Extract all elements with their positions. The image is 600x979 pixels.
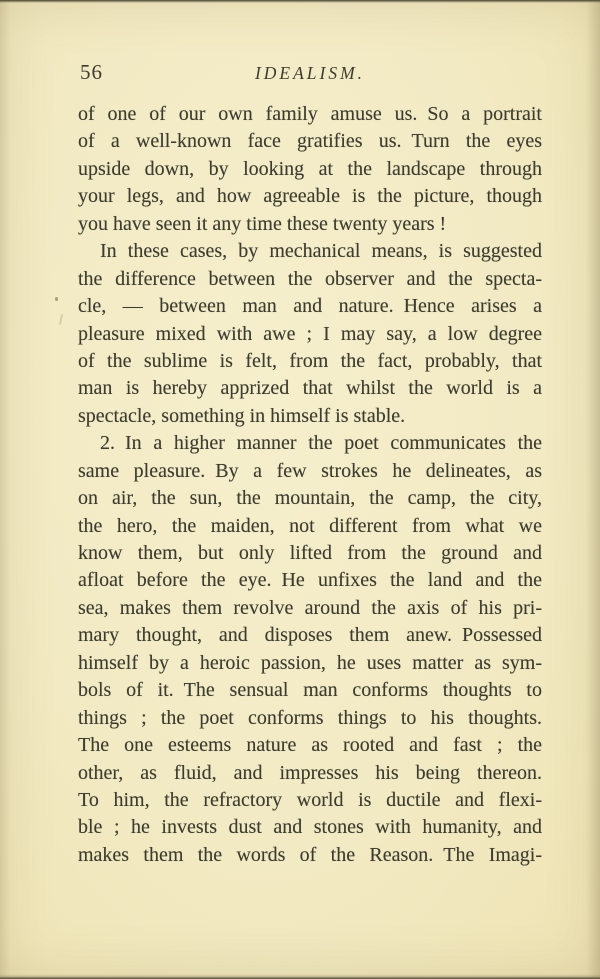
- page-right-edge-shadow: [586, 0, 600, 979]
- text-line: things ; the poet conforms things to his thoughts.: [78, 706, 542, 729]
- page-number: 56: [80, 60, 103, 84]
- text-line: of the sublime is felt, from the fact, probably, that: [78, 349, 542, 372]
- text-line: the hero, the maiden, not different from what we: [78, 514, 542, 537]
- text-line: 2. In a higher manner the poet communicates the: [100, 432, 542, 455]
- text-line: the difference between the observer and the specta-: [78, 267, 542, 290]
- text-line: sea, makes them revolve around the axis of his pri-: [78, 596, 542, 619]
- text-line: makes them the words of the Reason. The Imagi-: [78, 843, 542, 866]
- text-line: himself by a heroic passion, he uses matter as sym-: [78, 651, 542, 674]
- running-header-row: [78, 60, 542, 86]
- page-top-edge: [0, 0, 600, 3]
- paper-speck: [59, 314, 63, 325]
- text-line: The one esteems nature as rooted and fast ; the: [78, 734, 542, 757]
- text-line: cle, — between man and nature. Hence arises a: [78, 295, 542, 318]
- text-line: man is hereby apprized that whilst the world is a: [78, 377, 542, 400]
- text-line: afloat before the eye. He unfixes the land and the: [78, 569, 542, 592]
- text-line: To him, the refractory world is ductile and flexi-: [78, 788, 542, 811]
- text-line: of one of our own family amuse us. So a portrait: [78, 103, 542, 125]
- paper-speck: [55, 297, 58, 301]
- text-line: ble ; he invests dust and stones with humanity, and: [78, 816, 542, 839]
- text-line: know them, but only lifted from the ground and: [78, 542, 542, 564]
- body-text-block: [78, 101, 542, 869]
- running-header-title: IDEALISM.: [254, 63, 366, 83]
- text-line: of a well-known face gratifies us. Turn the eyes: [78, 130, 542, 153]
- text-line: other, as fluid, and impresses his being thereon.: [78, 761, 542, 784]
- text-line: pleasure mixed with awe ; I may say, a low degree: [78, 322, 542, 345]
- text-line: mary thought, and disposes them anew. Possessed: [78, 624, 542, 647]
- page-bottom-edge: [0, 974, 600, 979]
- text-line: your legs, and how agreeable is the picture, though: [78, 185, 542, 208]
- text-line: In these cases, by mechanical means, is suggested: [100, 240, 542, 263]
- text-line: bols of it. The sensual man conforms thoughts to: [78, 679, 542, 702]
- text-line: on air, the sun, the mountain, the camp, the city,: [78, 487, 542, 510]
- text-line: upside down, by looking at the landscape through: [78, 157, 542, 180]
- text-line: same pleasure. By a few strokes he delineates, as: [78, 459, 542, 482]
- text-line: you have seen it any time these twenty years !: [78, 212, 447, 235]
- page-left-edge-shadow: [0, 0, 10, 979]
- text-line: spectacle, something in himself is stable.: [78, 404, 406, 427]
